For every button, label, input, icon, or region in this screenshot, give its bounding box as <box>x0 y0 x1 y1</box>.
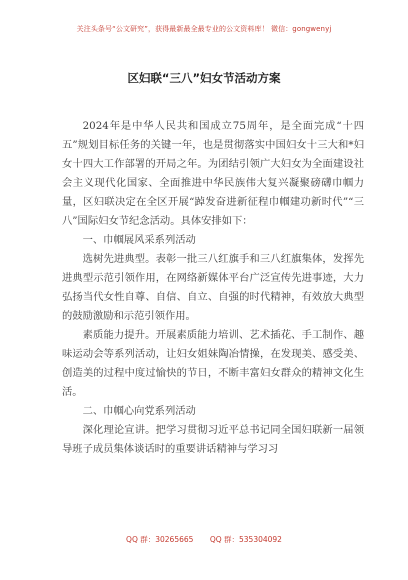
promo-banner: 关注头条号“公文研究”，获得最新最全最专业的公文资料库！ 微信：gongwenyj <box>76 25 332 33</box>
section-heading-2: 二、巾帼心向党系列活动 <box>82 405 196 417</box>
qq-group-right: QQ 群：535304092 <box>209 535 282 544</box>
section-heading-1: 一、巾帼展风采系列活动 <box>82 234 196 246</box>
intro-paragraph: 2024年是中华人民共和国成立75周年，是全面完成“十四五”规划目标任务的关键一年，也是贯彻落实中国妇女十三大和*妇女十四大工作部署的开局之年。为团结引领广大妇女为全面建设社会主义现代化国家、全面推进中华民族伟大复兴凝聚磅礴巾帼力量，区妇联决定在全区开展“踔发奋进新征程巾帼建功新时代”“三八”国际妇女节纪念活动。具体安排如下： <box>62 120 364 227</box>
body-paragraph: 深化理论宣讲。把学习贯彻习近平总书记同全国妇联新一届领导班子成员集体谈话时的重要讲话精神与学习习 <box>62 424 364 455</box>
footer-contact <box>0 534 408 545</box>
document-body <box>62 117 364 459</box>
body-paragraph: 素质能力提升。开展素质能力培训、艺术插花、手工制作、趣味运动会等系列活动，让妇女姐妹陶冶情操，在发现美、感受美、创造美的过程中度过愉快的节日，不断丰富妇女群众的精神文化生活。 <box>62 329 364 398</box>
body-paragraph: 选树先进典型。表彰一批三八红旗手和三八红旗集体，发挥先进典型示范引领作用，在网络新媒体平台广泛宣传先进事迹，大力弘扬当代女性自尊、自信、自立、自强的时代精神，有效放大典型的鼓励激励和示范引领作用。 <box>62 253 364 322</box>
qq-group-left: QQ 群：30265665 <box>126 535 194 544</box>
document-title: 区妇联“三八”妇女节活动方案 <box>127 71 281 85</box>
